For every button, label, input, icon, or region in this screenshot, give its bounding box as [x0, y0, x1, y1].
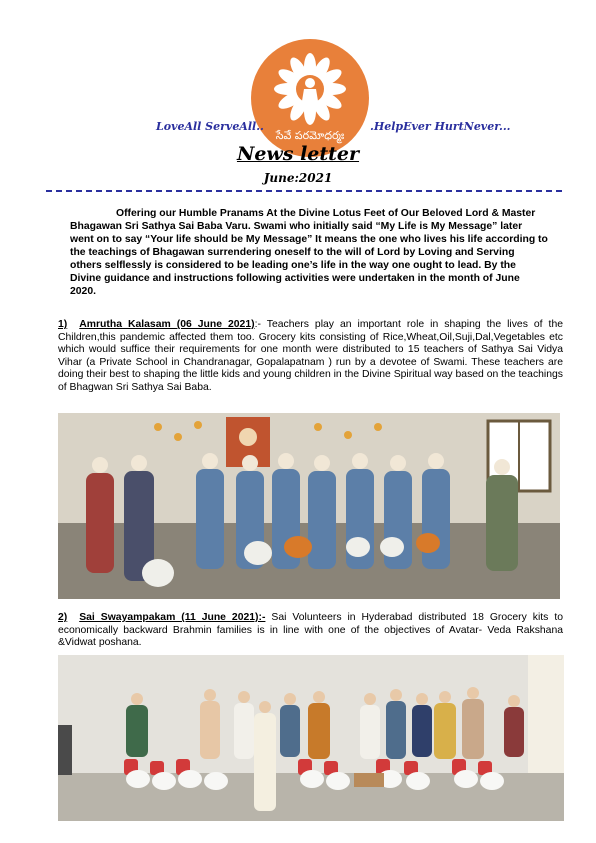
newsletter-date: June:2021	[263, 171, 333, 185]
section-1-separator: :-	[254, 319, 261, 330]
motto-right: .HelpEver HurtNever...	[370, 120, 511, 133]
motto-left: LoveAll ServeAll..	[156, 120, 264, 133]
section-1-heading: Amrutha Kalasam (06 June 2021)	[79, 319, 255, 330]
section-1	[58, 319, 563, 395]
section-1-number: 1)	[58, 319, 68, 330]
section-2-number: 2)	[58, 612, 68, 623]
intro-paragraph	[70, 207, 548, 298]
organization-logo	[251, 39, 369, 157]
section-1-body: Teachers play an important role in shaping the lives of the Children,this pandemic affected them too. Grocery kits consisting of Rice,Wheat,Oil,Suji,Dal,Vegetables etc which would suffice their requirements for one month were distributed to 15 teachers of Sathya Sai Vidya Vihar (a Private School in Chandranagar, Gopalapatnam ) run by a devotee of Swami. These teachers are doing their best to shaping the little kids and young children in the Divine Spiritual way based on the teachings of Bhagwan Sri Sathya Sai Baba.	[58, 319, 564, 393]
header-divider	[46, 190, 562, 192]
logo-caption: సేవే పరమోధర్మః	[275, 129, 345, 142]
newsletter-title: News letter	[236, 143, 360, 165]
intro-text: Offering our Humble Pranams At the Divine Lotus Feet of Our Beloved Lord & Master Bhagawan Sri Sathya Sai Baba Varu. Swami who initially said “My Life is My Message” later went on to say “Your life should be My Message” It means the one who lives his life according to the teachings of Bhagawan surrendering oneself to the will of Lord by Loving and Serving others selflessly is considered to be leading one’s life in the way one ought to lead. By the Divine guidance and instructions following activities were undertaken in the month of June 2020.	[70, 208, 548, 297]
section-2-body: Sai Volunteers in Hyderabad distributed 18 Grocery kits to economically backward Brahmin families is in line with one of the objectives of Avatar- Veda Rakshana &Vidwat poshana.	[58, 612, 563, 649]
photo-volunteers-grocery-kits	[58, 655, 564, 821]
section-2-heading: Sai Swayampakam (11 June 2021):-	[79, 612, 266, 623]
section-2	[58, 612, 563, 650]
photo-teachers-grocery-kits	[58, 413, 560, 599]
